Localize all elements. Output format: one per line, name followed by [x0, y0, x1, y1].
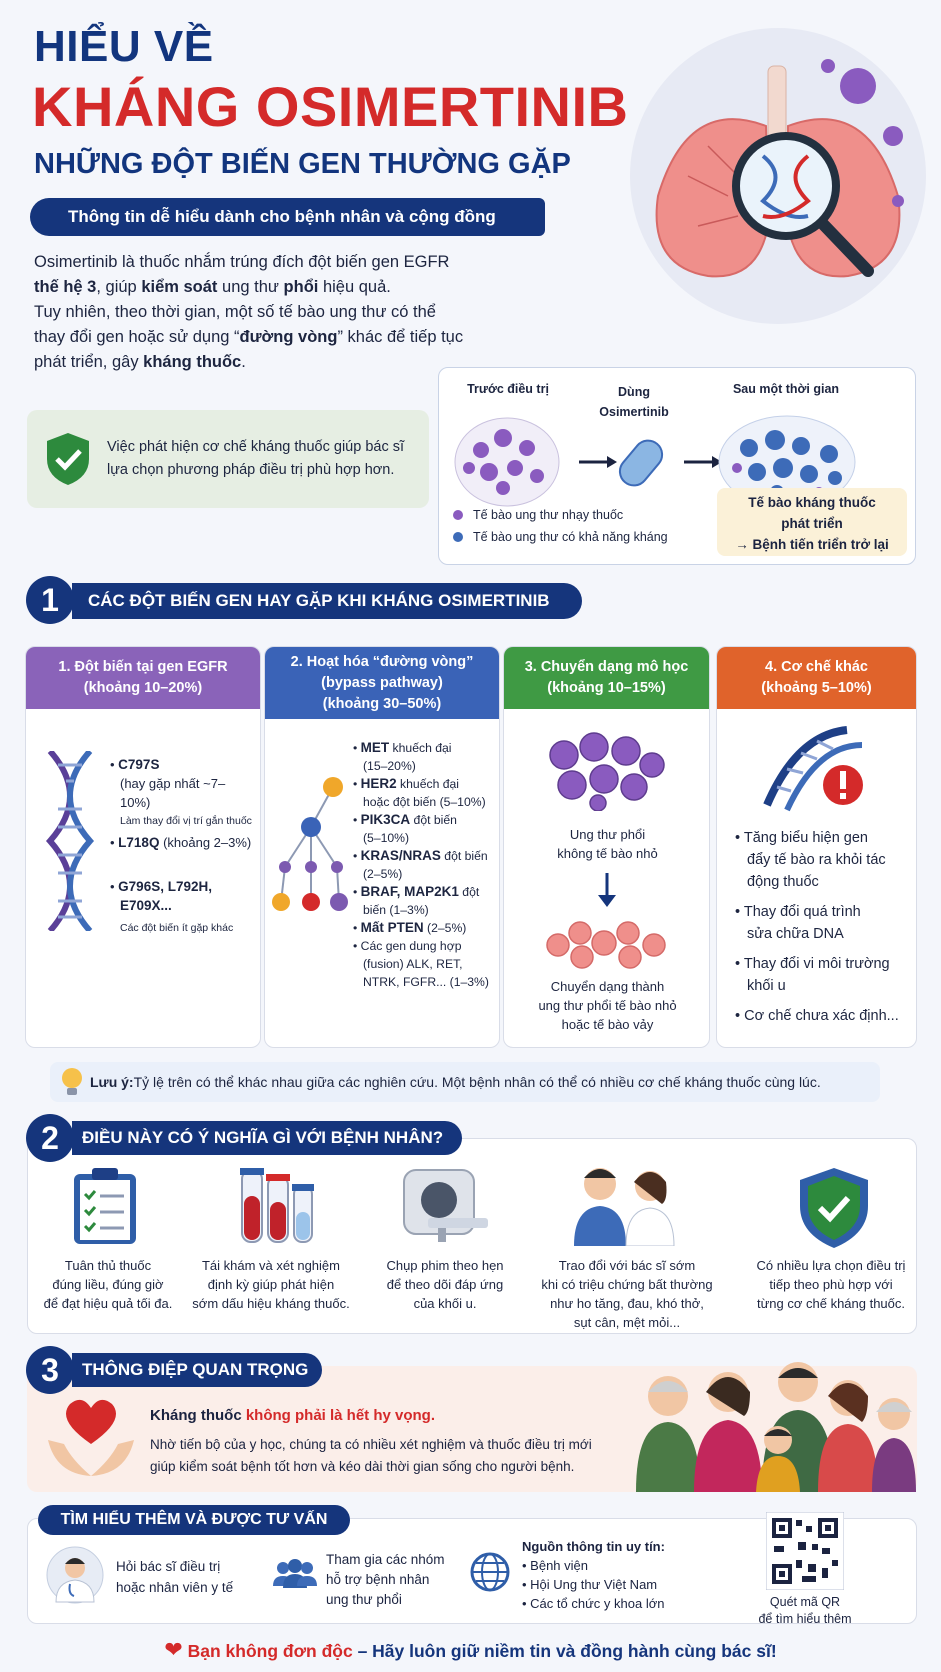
shield-callout [27, 410, 429, 508]
advice-talk-doctor: Trao đổi với bác sĩ sớm khi có triệu chứng bất thường như ho tăng, đau, khó thở, sụt cân, mệt mỏi... [541, 1258, 713, 1330]
key-message-lead: Kháng thuốc không phải là hết hy vọng. [150, 1407, 436, 1424]
mechanism-histology-card [503, 646, 710, 1048]
egfr-item-l718q: • L718Q (khoảng 2–3%) [110, 835, 252, 850]
section-3-number: 3 [26, 1346, 74, 1394]
test-tubes-icon [236, 1166, 316, 1246]
bypass-item: • KRAS/NRAS đột biến (2–5%) [353, 848, 488, 881]
dna-warning-icon [757, 725, 877, 815]
other-mechanisms-list [735, 827, 915, 1027]
other-item: • Thay đổi quá trình sửa chữa DNA [735, 904, 861, 942]
signal-pathway-icon [271, 767, 351, 917]
histology-from: Ung thư phổi không tế bào nhỏ [557, 827, 658, 861]
bypass-item: • Các gen dung hợp (fusion) ALK, RET, NTRK, FGFR... (1–3%) [353, 939, 489, 989]
section-2-title: ĐIỀU NÀY CÓ Ý NGHĨA GÌ VỚI BỆNH NHÂN? [72, 1121, 462, 1155]
clipboard-checklist-icon [70, 1166, 140, 1246]
mechanism-bypass-card [264, 646, 500, 1048]
note-bar: Lưu ý: Tỷ lệ trên có thể khác nhau giữa các nghiên cứu. Một bệnh nhân có thể có nhiều cơ chế kháng thuốc cùng lúc. [50, 1062, 880, 1102]
learn-more-title: TÌM HIỂU THÊM VÀ ĐƯỢC TƯ VẤN [38, 1505, 350, 1535]
support-group-icon [273, 1558, 317, 1588]
using-label: Dùng Osimertinib [599, 385, 669, 419]
heart-icon: ❤ [164, 1637, 183, 1662]
advice-options: Có nhiều lựa chọn điều trị tiếp theo phù hợp với từng cơ chế kháng thuốc. [756, 1258, 906, 1311]
treatment-process-diagram [438, 367, 916, 565]
mechanism-egfr-card [25, 646, 261, 1048]
other-card-header: 4. Cơ chế khác (khoảng 5–10%) [717, 647, 916, 709]
doctor-patient-talk-icon [570, 1160, 680, 1246]
egfr-card-header: 1. Đột biến tại gen EGFR (khoảng 10–20%) [26, 647, 260, 709]
advice-imaging: Chụp phim theo hẹn để theo dõi đáp ứng của khối u. [386, 1258, 504, 1311]
legend-resistant: Tế bào ung thư có khả năng kháng [453, 530, 668, 544]
bypass-list [353, 739, 499, 991]
other-item: • Thay đổi vi môi trường khối u [735, 956, 890, 994]
resistant-dot-icon [453, 532, 463, 542]
learn-group-text: Tham gia các nhóm hỗ trợ bệnh nhân ung thư phổi [326, 1552, 445, 1607]
bypass-item: • HER2 khuếch đại hoặc đột biến (5–10%) [353, 776, 486, 809]
egfr-item-c797s: • C797S (hay gặp nhất ~7–10%) Làm thay đổi vị trí gắn thuốc [110, 757, 252, 827]
sensitive-dot-icon [453, 510, 463, 520]
qr-code-icon[interactable] [766, 1512, 844, 1590]
bypass-item: • Mất PTEN (2–5%) [353, 920, 467, 935]
section-1-number: 1 [26, 576, 74, 624]
egfr-item-others: • G796S, L792H, E709X... Các đột biến ít gặp khác [110, 879, 234, 934]
intro-paragraph: Osimertinib là thuốc nhắm trúng đích đột biến gen EGFR thế hệ 3, giúp kiểm soát ung thư phổi hiệu quả. Tuy nhiên, theo thời gian, một số tế bào ung thư có thể thay đổi gen hoặc sử dụng “đường vòng” khác để tiếp tục phát triển, gây kháng thuốc. [34, 253, 464, 371]
lungs-magnifier-illustration [628, 26, 928, 336]
learn-sources: Nguồn thông tin uy tín: • Bệnh viện • Hội Ung thư Việt Nam • Các tổ chức y khoa lớn [522, 1539, 665, 1611]
subtitle-banner: Thông tin dễ hiểu dành cho bệnh nhân và cộng đồng [30, 198, 545, 236]
bypass-item: • PIK3CA đột biến (5–10%) [353, 812, 457, 845]
advice-adherence: Tuân thủ thuốc đúng liều, đúng giờ để đạt hiệu quả tối đa. [43, 1258, 173, 1311]
nsclc-cells-icon [542, 731, 672, 811]
arrow-down-icon [596, 873, 618, 907]
sclc-cells-icon [542, 915, 672, 975]
advice-followup: Tái khám và xét nghiệm định kỳ giúp phát hiện sớm dấu hiệu kháng thuốc. [192, 1258, 350, 1311]
doctor-avatar-icon [46, 1546, 104, 1604]
after-label: Sau một thời gian [732, 382, 840, 396]
bypass-item: • MET khuếch đại (15–20%) [353, 740, 452, 773]
title-line-2: KHÁNG OSIMERTINIB [32, 75, 629, 138]
heart-hands-icon [46, 1396, 136, 1478]
callout-line-1: Việc phát hiện cơ chế kháng thuốc giúp bác sĩ [107, 439, 405, 455]
other-item: • Cơ chế chưa xác định... [735, 1008, 899, 1024]
globe-icon [470, 1552, 510, 1592]
result-box: Tế bào kháng thuốc phát triển → Bệnh tiến triển trở lại [717, 488, 907, 556]
section-3-title: THÔNG ĐIỆP QUAN TRỌNG [72, 1353, 322, 1387]
shield-check-icon [43, 431, 93, 487]
section-2-number: 2 [26, 1114, 74, 1162]
callout-line-2: lựa chọn phương pháp điều trị phù hợp hơn. [107, 462, 395, 478]
mechanism-other-card [716, 646, 917, 1048]
family-illustration [628, 1352, 918, 1492]
footer-message: ❤ Bạn không đơn độc – Hãy luôn giữ niềm tin và đồng hành cùng bác sĩ! [164, 1637, 777, 1662]
key-message-body: Nhờ tiến bộ của y học, chúng ta có nhiều xét nghiệm và thuốc điều trị mới giúp kiểm soát bệnh tốt hơn và kéo dài thời gian sống cho người bệnh. [150, 1437, 592, 1474]
ct-scanner-icon [398, 1166, 488, 1246]
other-item: • Tăng biểu hiện gen đẩy tế bào ra khỏi tác động thuốc [735, 830, 886, 890]
histology-card-header: 3. Chuyển dạng mô học (khoảng 10–15%) [504, 647, 709, 709]
lightbulb-icon [58, 1066, 86, 1098]
title-line-3: NHỮNG ĐỘT BIẾN GEN THƯỜNG GẶP [34, 148, 571, 180]
shield-check-icon [796, 1166, 872, 1250]
legend-sensitive: Tế bào ung thư nhạy thuốc [453, 508, 623, 522]
dna-helix-icon [40, 751, 100, 931]
qr-caption: Quét mã QR để tìm hiểu thêm [758, 1595, 852, 1626]
histology-to: Chuyển dạng thành ung thư phổi tế bào nhỏ hoặc tế bào vảy [538, 979, 677, 1032]
bypass-item: • BRAF, MAP2K1 đột biến (1–3%) [353, 884, 480, 917]
learn-doctor-text: Hỏi bác sĩ điều trị hoặc nhân viên y tế [116, 1559, 234, 1595]
before-label: Trước điều trị [467, 382, 549, 396]
bypass-card-header: 2. Hoạt hóa “đường vòng” (bypass pathway) (khoảng 30–50%) [265, 647, 499, 719]
title-line-1: HIỂU VỀ [34, 22, 214, 71]
section-1-title: CÁC ĐỘT BIẾN GEN HAY GẶP KHI KHÁNG OSIMERTINIB [72, 583, 582, 619]
